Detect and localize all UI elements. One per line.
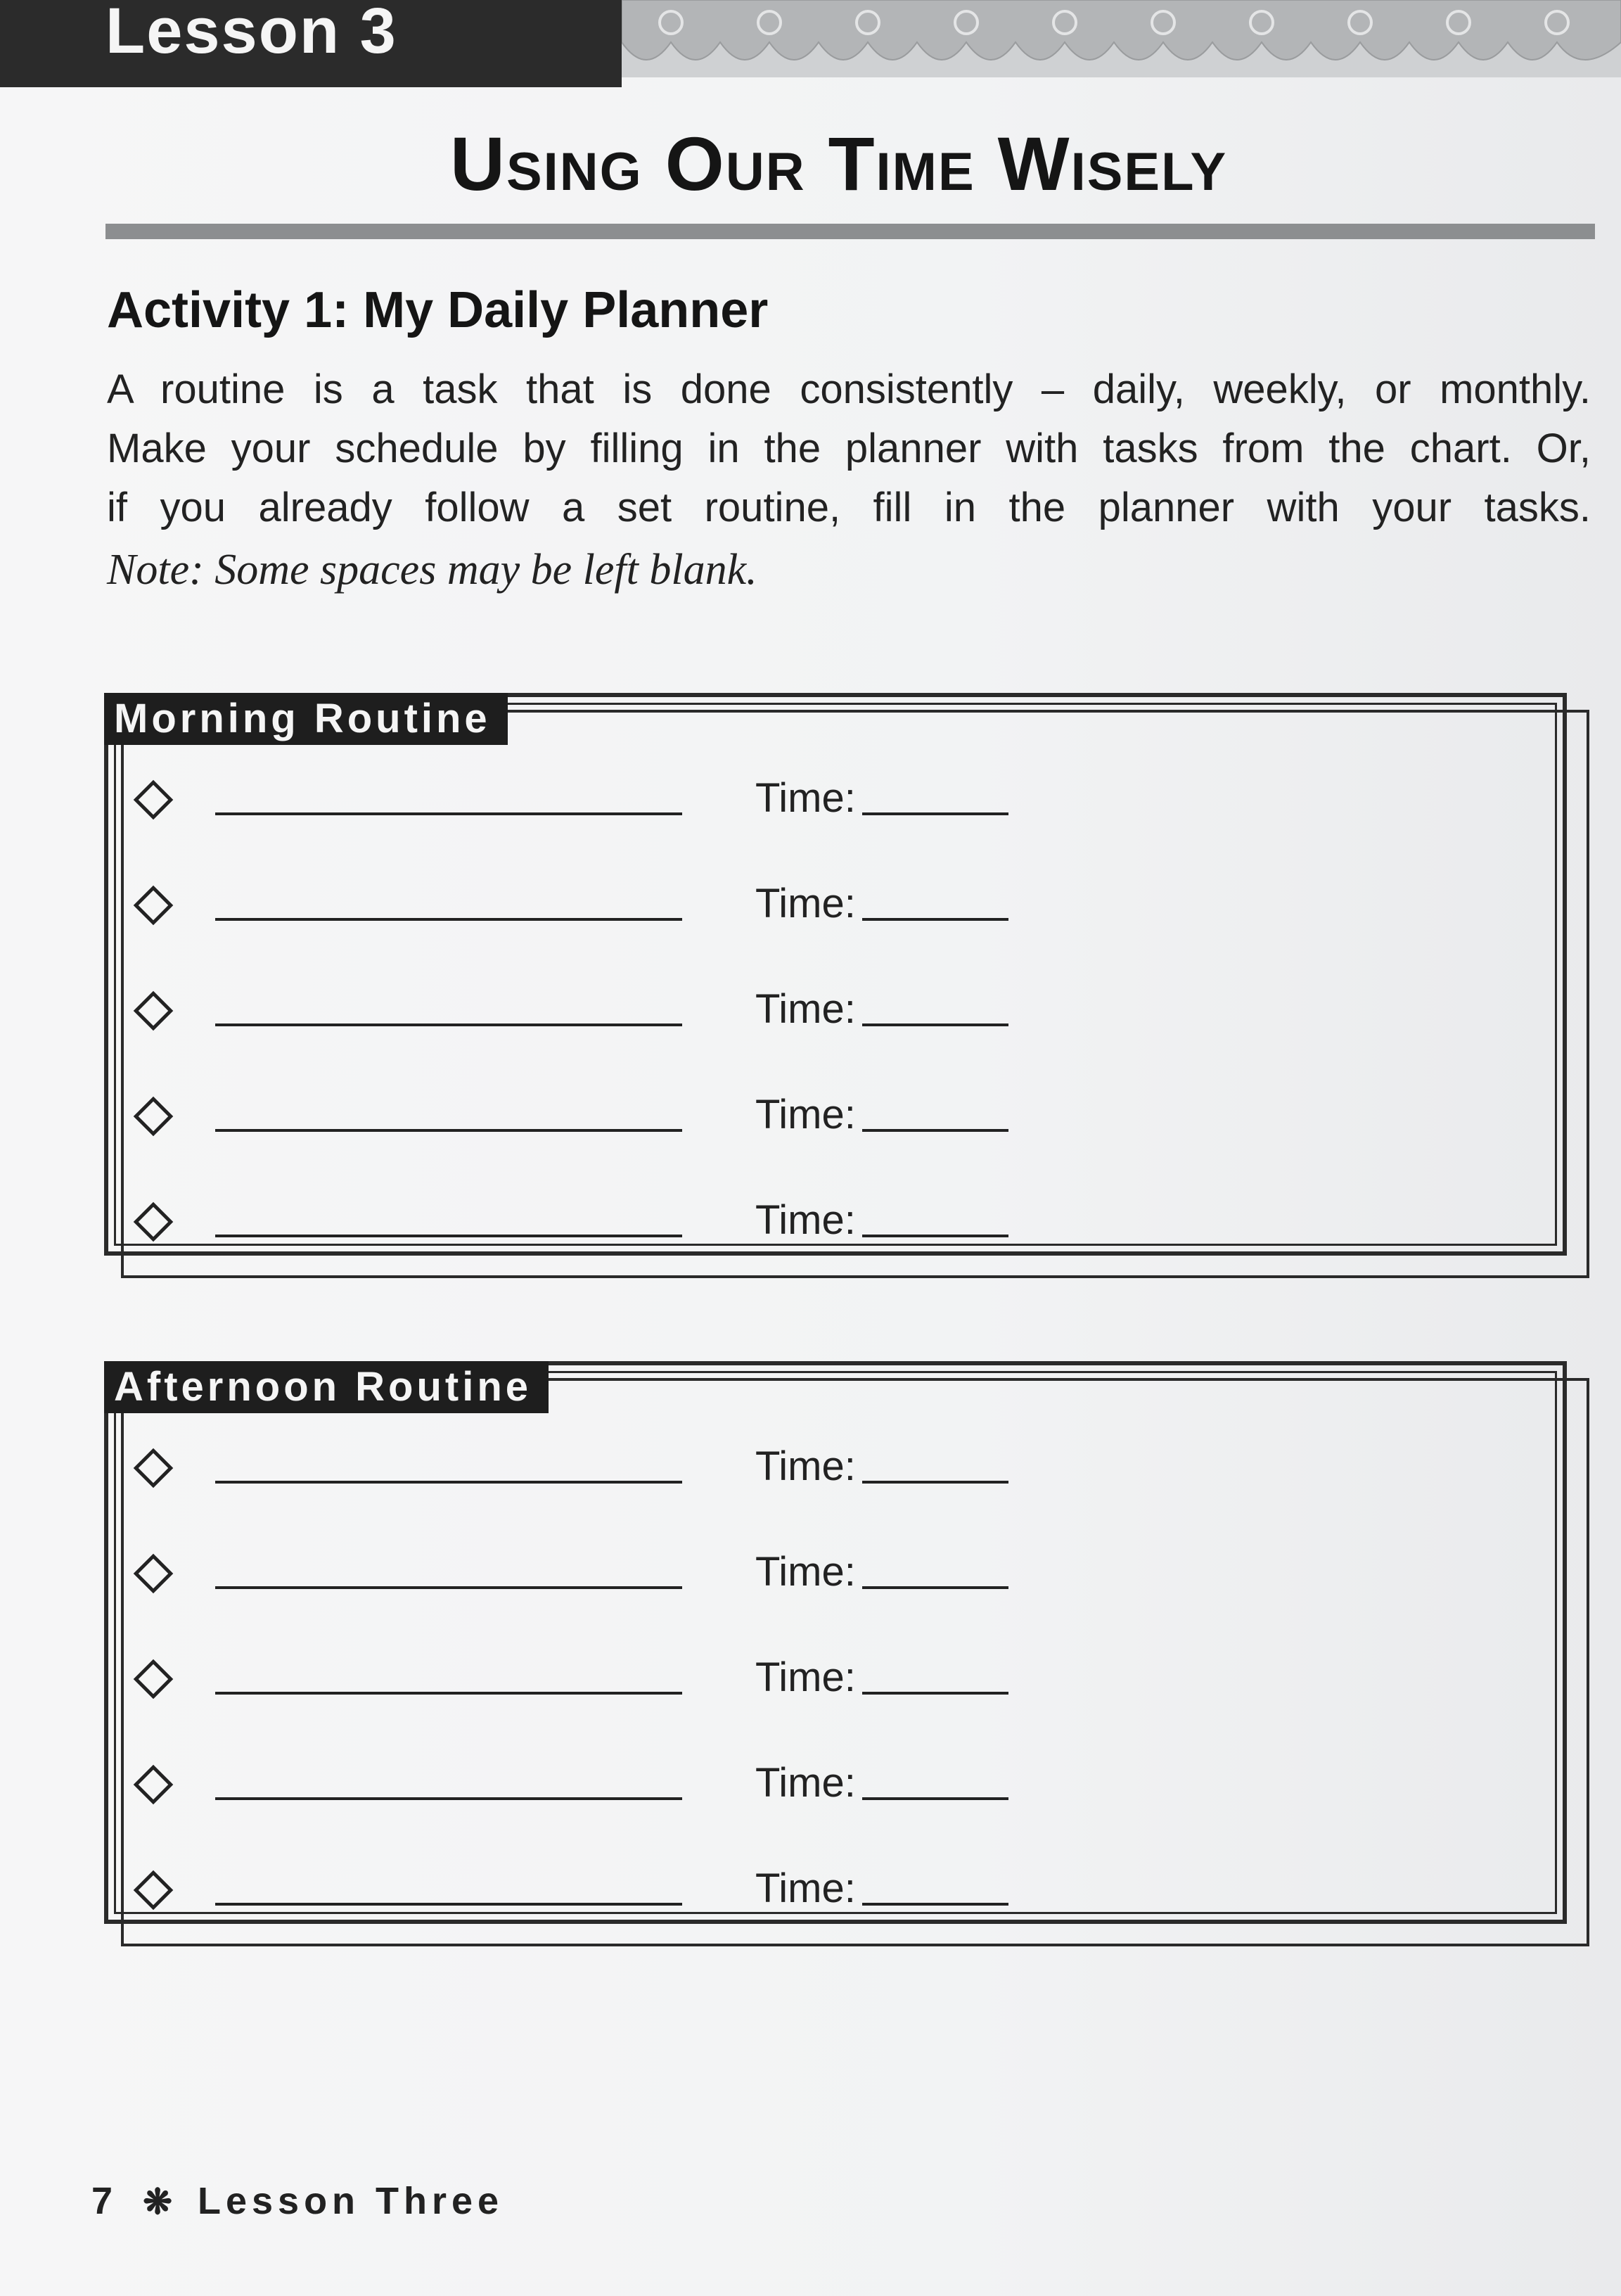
time-input-line[interactable] [862, 1023, 1008, 1026]
task-input-line[interactable] [215, 918, 682, 921]
task-input-line[interactable] [215, 1129, 682, 1132]
time-label: Time: [755, 1549, 856, 1595]
diamond-bullet-icon [134, 991, 174, 1031]
instruction-line: if you already follow a set routine, fill in the planner with your tasks. [107, 485, 1591, 530]
diamond-bullet-icon [134, 1202, 174, 1242]
planner-row [108, 986, 1163, 1042]
planner-row [108, 774, 1163, 831]
diamond-bullet-icon [134, 1870, 174, 1911]
time-label: Time: [755, 986, 856, 1032]
planner-row [108, 1759, 1163, 1816]
diamond-bullet-icon [134, 1554, 174, 1594]
time-input-line[interactable] [862, 1903, 1008, 1906]
page-title: Using Our Time Wisely [450, 121, 1228, 206]
time-label: Time: [755, 1197, 856, 1243]
task-input-line[interactable] [215, 1797, 682, 1800]
instruction-line: Make your schedule by filling in the planner with tasks from the chart. Or, [107, 426, 1591, 471]
afternoon-routine-box [104, 1361, 1567, 1924]
time-input-line[interactable] [862, 812, 1008, 815]
diamond-bullet-icon [134, 780, 174, 820]
task-input-line[interactable] [215, 812, 682, 815]
time-label: Time: [755, 1443, 856, 1489]
activity-instructions [107, 360, 1591, 537]
planner-row [108, 1865, 1163, 1921]
flower-icon: ❋ [143, 2182, 172, 2221]
planner-row [108, 880, 1163, 936]
ornament-border-icon [622, 0, 1621, 77]
time-input-line[interactable] [862, 1129, 1008, 1132]
diamond-bullet-icon [134, 886, 174, 926]
lesson-tab-label: Lesson 3 [105, 0, 397, 67]
diamond-bullet-icon [134, 1097, 174, 1137]
diamond-bullet-icon [134, 1765, 174, 1805]
time-input-line[interactable] [862, 1235, 1008, 1237]
instruction-line: A routine is a task that is done consistently – daily, weekly, or monthly. [107, 366, 1591, 412]
time-label: Time: [755, 1760, 856, 1806]
task-input-line[interactable] [215, 1023, 682, 1026]
page-footer [91, 2179, 504, 2223]
time-label: Time: [755, 1092, 856, 1137]
time-label: Time: [755, 775, 856, 821]
title-divider [105, 224, 1595, 239]
time-input-line[interactable] [862, 918, 1008, 921]
footer-lesson-name: Lesson Three [197, 2180, 504, 2222]
time-label: Time: [755, 1654, 856, 1700]
lesson-tab [0, 0, 622, 87]
diamond-bullet-icon [134, 1448, 174, 1488]
task-input-line[interactable] [215, 1586, 682, 1589]
planner-row [108, 1654, 1163, 1710]
task-input-line[interactable] [215, 1481, 682, 1484]
planner-row [108, 1548, 1163, 1605]
time-label: Time: [755, 1866, 856, 1911]
afternoon-routine-label: Afternoon Routine [104, 1361, 549, 1413]
page-number: 7 [91, 2180, 118, 2222]
diamond-bullet-icon [134, 1659, 174, 1699]
time-input-line[interactable] [862, 1797, 1008, 1800]
morning-routine-box [104, 693, 1567, 1256]
planner-row [108, 1091, 1163, 1147]
time-input-line[interactable] [862, 1692, 1008, 1695]
time-input-line[interactable] [862, 1481, 1008, 1484]
time-input-line[interactable] [862, 1586, 1008, 1589]
activity-note: Note: Some spaces may be left blank. [107, 546, 757, 594]
task-input-line[interactable] [215, 1235, 682, 1237]
planner-row [108, 1197, 1163, 1253]
morning-routine-label: Morning Routine [104, 693, 508, 745]
task-input-line[interactable] [215, 1692, 682, 1695]
planner-row [108, 1443, 1163, 1499]
time-label: Time: [755, 881, 856, 926]
activity-title: Activity 1: My Daily Planner [107, 282, 769, 338]
task-input-line[interactable] [215, 1903, 682, 1906]
